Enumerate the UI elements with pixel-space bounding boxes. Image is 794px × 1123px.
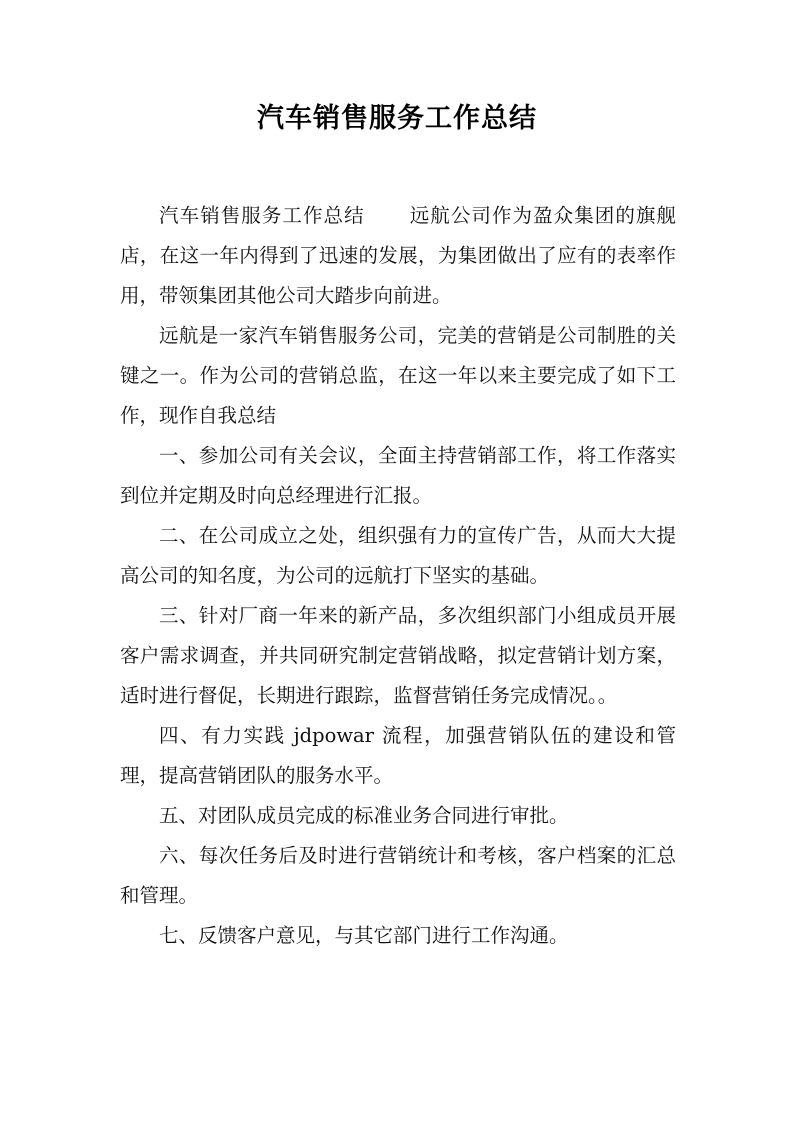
paragraph-item-3: 三、针对厂商一年来的新产品，多次组织部门小组成员开展客户需求调查，并共同研究制定营销战略，拟定营销计划方案，适时进行督促，长期进行跟踪，监督营销任务完成情况。。 bbox=[120, 604, 676, 707]
paragraph-item-5: 五、对团队成员完成的标准业务合同进行审批。 bbox=[159, 804, 569, 827]
paragraph-item-2: 二、在公司成立之处，组织强有力的宣传广告，从而大大提高公司的知名度，为公司的远航打下坚实的基础。 bbox=[120, 524, 676, 587]
paragraph-2: 远航是一家汽车销售服务公司，完美的营销是公司制胜的关键之一。作为公司的营销总监，在这一年以来主要完成了如下工作，现作自我总结 bbox=[120, 324, 676, 427]
document-title: 汽车销售服务工作总结 bbox=[257, 103, 537, 134]
intro-heading: 汽车销售服务工作总结 bbox=[159, 204, 365, 227]
document-body bbox=[120, 196, 676, 956]
paragraph-item-7: 七、反馈客户意见，与其它部门进行工作沟通。 bbox=[159, 924, 569, 947]
paragraph-intro bbox=[120, 196, 676, 316]
paragraph-item-4: 四、有力实践 jdpowar 流程，加强营销队伍的建设和管理，提高营销团队的服务水平。 bbox=[120, 724, 676, 787]
paragraph-1-text: 远航公司作为盈众集团的旗舰店，在这一年内得到了迅速的发展，为集团做出了应有的表率作用，带领集团其他公司大踏步向前进。 bbox=[120, 204, 676, 307]
paragraph-item-6: 六、每次任务后及时进行营销统计和考核，客户档案的汇总和管理。 bbox=[120, 844, 676, 907]
paragraph-item-1: 一、参加公司有关会议，全面主持营销部工作，将工作落实到位并定期及时向总经理进行汇报。 bbox=[120, 444, 676, 507]
